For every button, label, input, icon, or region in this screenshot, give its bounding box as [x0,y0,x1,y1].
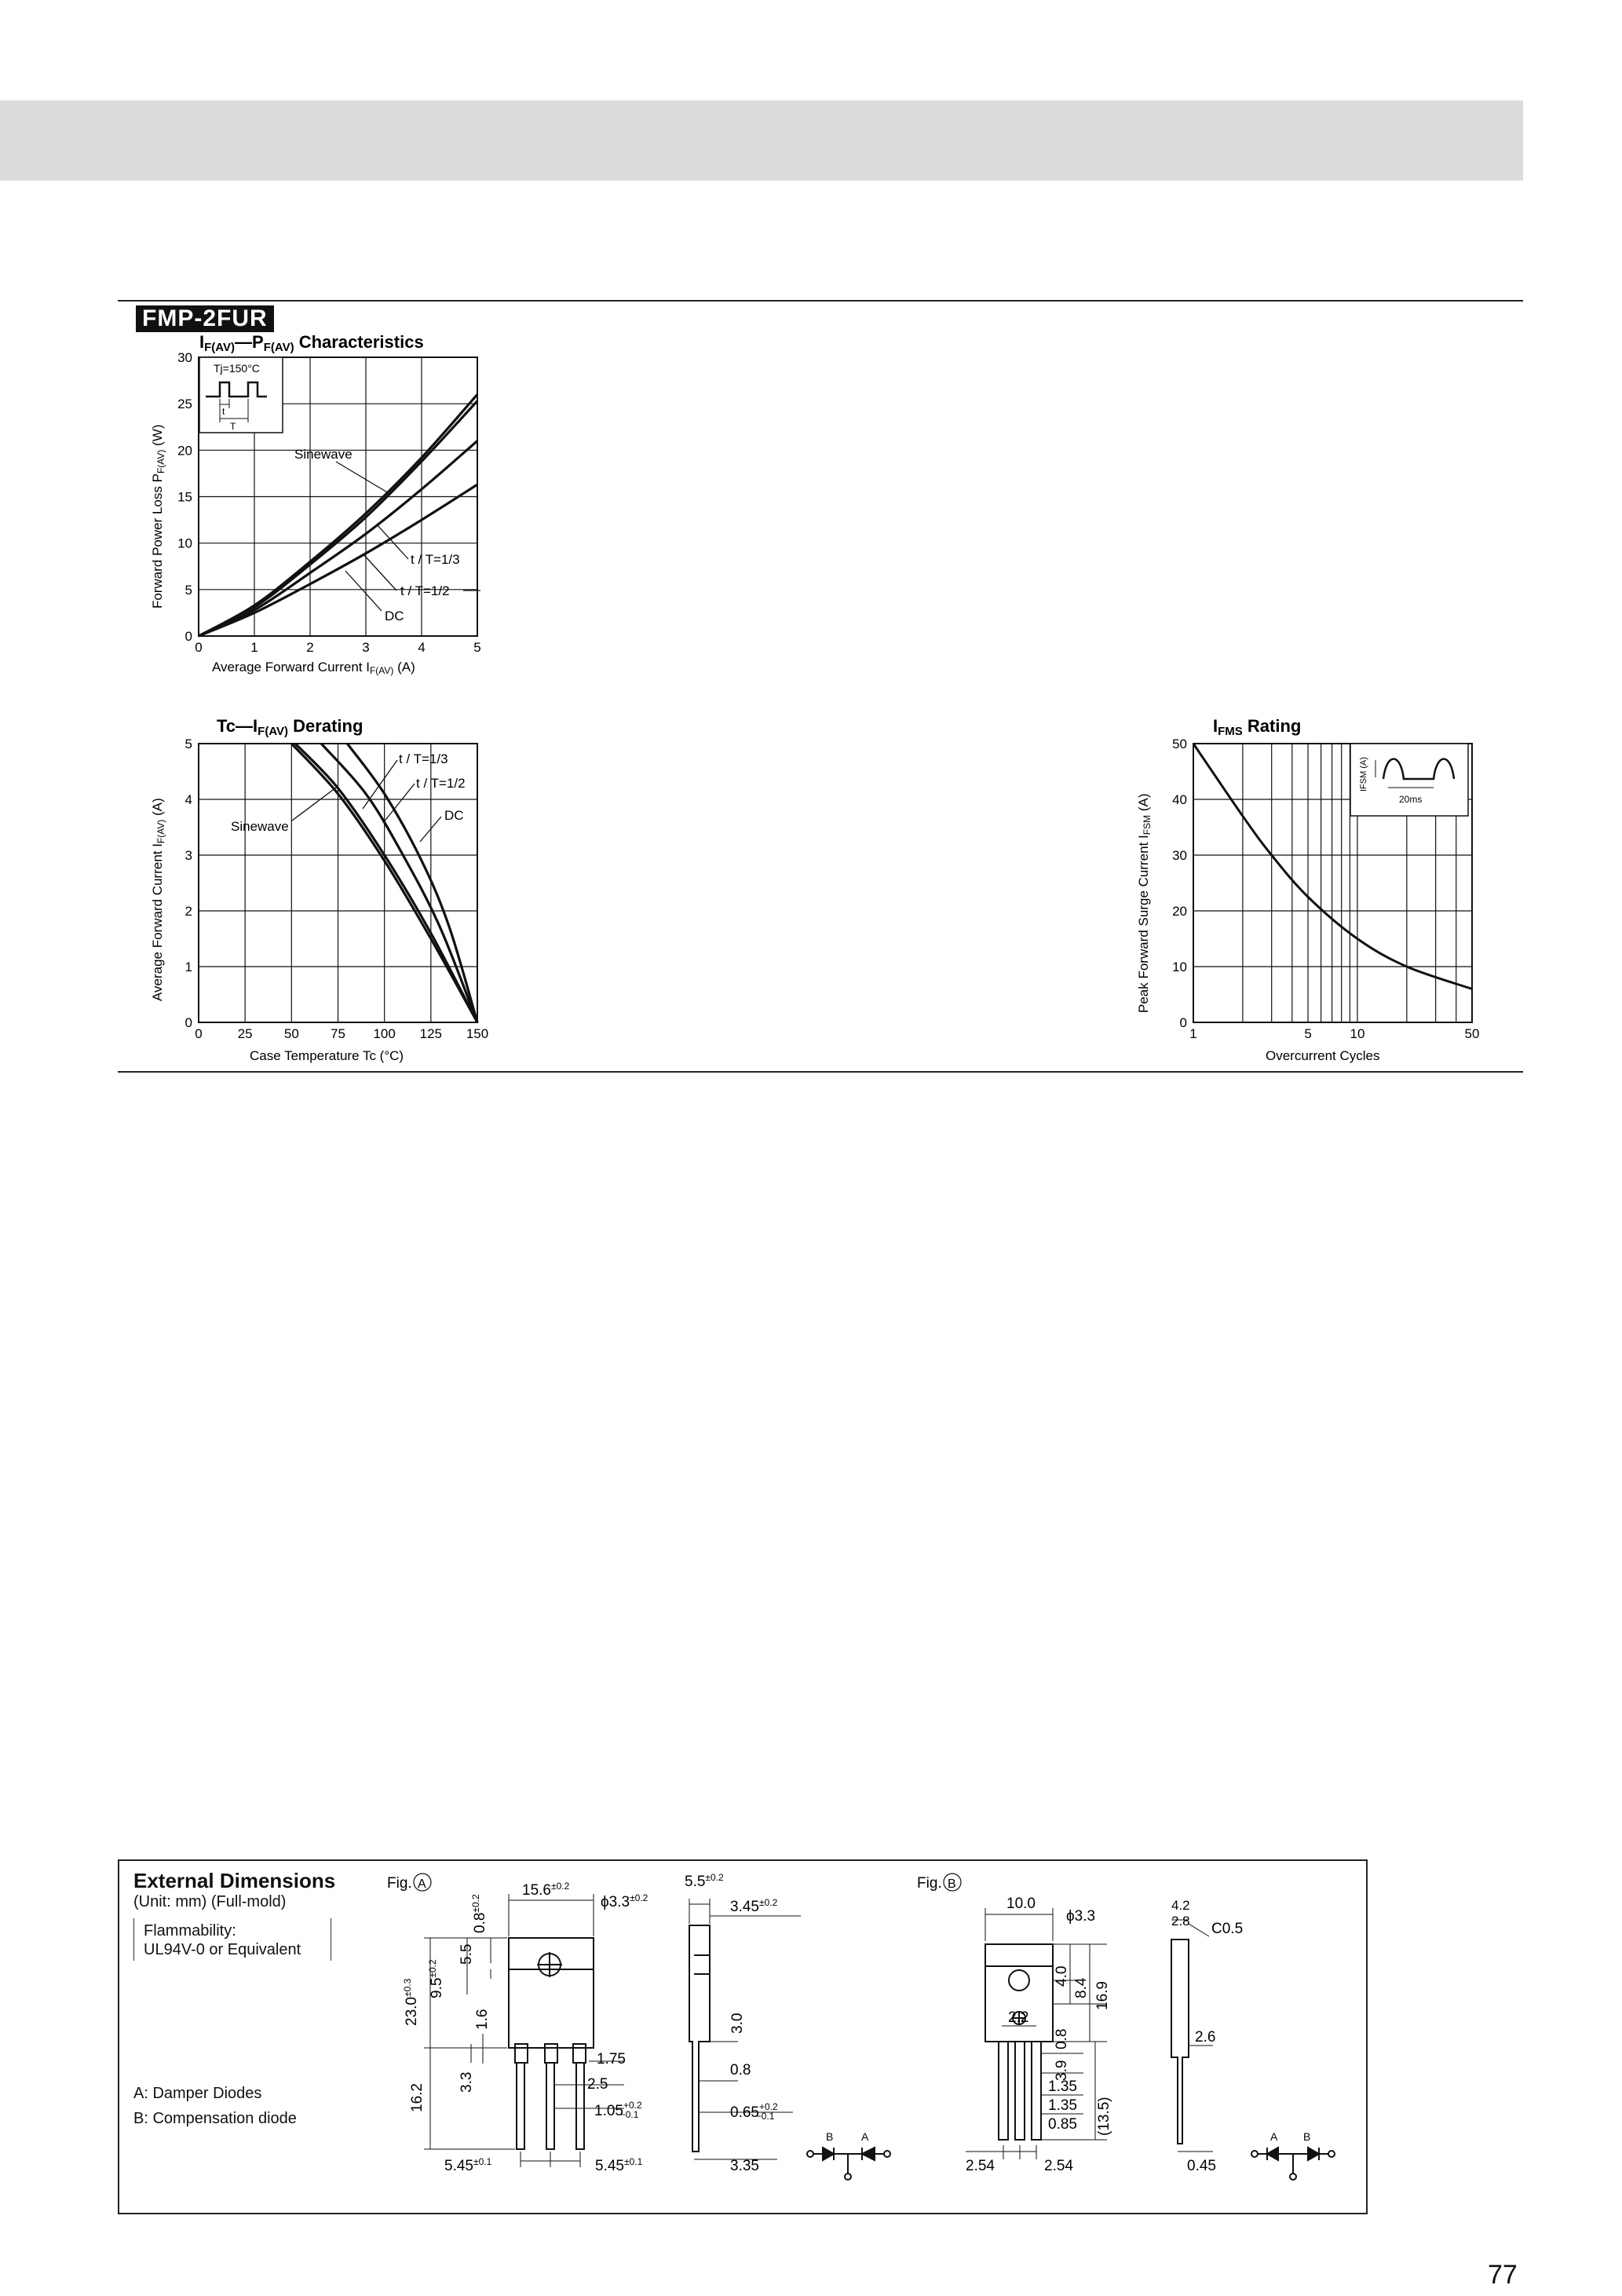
power-xlabel: Average Forward Current IF(AV) (A) [212,660,415,676]
legend-compensation: B: Compensation diode [133,2110,297,2127]
x-tick-label: 10 [1350,1026,1365,1041]
flammability-value: UL94V-0 or Equivalent [144,1941,301,1958]
dim-b-135a: 1.35 [1048,2078,1077,2095]
dim-a-side-335: 3.35 [730,2158,759,2174]
dim-b-40: 4.0 [1054,1965,1070,1987]
dim-a-pitch-2: $5.45^{\pm 0.1}$ [595,2156,643,2174]
dim-b-side-42: 4.2 [1171,1898,1190,1913]
dim-a-175: 1.75 [597,2051,626,2067]
header-band [0,101,1523,181]
dim-a-pitch-1: $5.45^{\pm 0.1}$ [444,2156,492,2174]
dim-a-33: 3.3 [458,2071,475,2093]
dim-a-162: 16.2 [409,2083,426,2112]
derating-ylabel: Average Forward Current IF(AV) (A) [150,798,166,1001]
ifsm-chart [1123,707,1500,1068]
x-tick-label: 75 [331,1026,345,1041]
dim-b-side-045: 0.45 [1187,2158,1216,2174]
page-number: 77 [1488,2260,1518,2290]
dim-a-55: 5.5 [458,1943,475,1965]
y-tick-label: 0 [1179,1015,1187,1030]
dim-a-side-width: $5.5^{\pm 0.2}$ [685,1872,724,1890]
fig-b-label: Fig. [917,1875,942,1892]
power-label-t12: t / T=1/2 [400,583,450,598]
dim-b-width: 10.0 [1006,1896,1036,1912]
dim-a-16: 1.6 [474,2009,491,2030]
ifsm-xlabel: Overcurrent Cycles [1266,1048,1380,1063]
power-chart-title: IF(AV)—PF(AV) Characteristics [199,332,424,354]
dim-a-side-065: $0.65^{+0.2} -0.1$ [730,2101,778,2122]
x-tick-label: 1 [250,640,258,655]
dim-b-39: 3.9 [1054,2060,1070,2081]
fig-b-diode-symbol [1251,2148,1335,2180]
y-tick-label: 3 [184,848,192,863]
x-tick-label: 5 [1304,1026,1312,1041]
dim-b-pitch-1: 2.54 [966,2158,995,2174]
x-tick-label: 3 [362,640,370,655]
series-line-sinewave [199,401,477,636]
dim-b-84: 8.4 [1073,1977,1090,1998]
section-divider-bottom [118,1071,1523,1073]
x-tick-label: 150 [466,1026,489,1041]
y-tick-label: 5 [184,582,192,598]
fig-b-drawing [903,1863,1366,2208]
x-tick-label: 50 [283,1026,299,1041]
dim-b-08: 0.8 [1054,2028,1070,2049]
derating-chart [141,707,502,1068]
ifsm-ylabel: Peak Forward Surge Current IFSM (A) [1136,793,1153,1013]
fig-b-hole [1009,1970,1029,1991]
dim-a-side-30: 3.0 [729,2013,746,2034]
derating-label-dc: DC [444,808,464,823]
legend-damper: A: Damper Diodes [133,2085,262,2102]
flammability-label: Flammability: [144,1922,236,1940]
fig-a-drawing [369,1863,869,2208]
fig-a-label: Fig. [387,1875,412,1892]
y-tick-label: 20 [1172,904,1187,919]
power-loss-chart [141,330,502,691]
power-label-t13: t / T=1/3 [411,552,460,567]
y-tick-label: 25 [177,397,192,412]
derating-label-t12: t / T=1/2 [416,776,466,791]
dim-b-135p: (13.5) [1096,2097,1112,2136]
fig-a-side-view [689,1925,710,2152]
y-tick-label: 20 [177,443,192,459]
ifsm-chart-title: IFMS Rating [1213,716,1302,738]
section-divider-top [118,300,1523,302]
ifsm-inset-time: 20ms [1399,794,1423,805]
y-tick-label: 0 [184,629,192,644]
dim-b-side-28: 2.8 [1171,1914,1190,1929]
ifsm-inset-label: IFSM (A) [1359,757,1368,792]
dim-b-hole: ϕ3.3 [1066,1908,1096,1925]
y-tick-label: 30 [1172,848,1187,863]
fig-b-diode-a: A [1270,2130,1278,2143]
fig-a-lead-2 [546,2063,554,2149]
power-inset-t: t [222,406,225,417]
y-tick-label: 4 [184,792,192,807]
dim-b-169: 16.9 [1094,1981,1111,2010]
power-ylabel: Forward Power Loss PF(AV) (W) [150,424,166,609]
fig-b-mark: B [948,1877,956,1891]
ext-dim-title: External Dimensions [133,1869,336,1892]
fig-a-mark: A [418,1877,426,1891]
derating-label-t13: t / T=1/3 [399,751,448,766]
x-tick-label: 2 [306,640,314,655]
power-inset-tj: Tj=150°C [214,362,260,375]
y-tick-label: 10 [1172,960,1187,974]
y-tick-label: 10 [177,536,192,551]
ext-dim-unit: (Unit: mm) (Full-mold) [133,1893,287,1910]
y-tick-label: 40 [1172,792,1187,807]
power-inset-T: T [230,421,236,432]
dim-b-22: 2.2 [1008,2009,1029,2026]
y-tick-label: 15 [177,489,192,505]
x-tick-label: 25 [237,1026,253,1041]
dim-a-side-08: 0.8 [730,2062,751,2078]
dim-a-hole: $\phi 3.3^{\pm 0.2}$ [601,1892,648,1910]
y-tick-label: 1 [184,960,192,974]
derating-chart-title: Tc—IF(AV) Derating [217,716,363,738]
dim-b-135b: 1.35 [1048,2097,1077,2114]
dim-a-95: $9.5^{\pm 0.2}$ [427,1959,445,1998]
dim-b-085: 0.85 [1048,2116,1077,2133]
x-tick-label: 0 [195,1026,203,1041]
x-tick-label: 50 [1464,1026,1480,1041]
dim-a-side-345: $3.45^{\pm 0.2}$ [730,1897,778,1915]
x-tick-label: 125 [419,1026,443,1041]
derating-xlabel: Case Temperature Tc (°C) [250,1048,404,1063]
y-tick-label: 0 [184,1015,192,1030]
x-tick-label: 100 [373,1026,396,1041]
fig-a-lead-1 [517,2063,524,2149]
y-tick-label: 30 [177,350,192,365]
fig-a-diode-a: A [861,2130,869,2143]
fig-b-body [985,1944,1053,2042]
dim-a-08: $0.8^{\pm 0.2}$ [470,1894,488,1933]
y-tick-label: 5 [184,737,192,751]
x-tick-label: 5 [473,640,481,655]
dim-a-230: $23.0^{\pm 0.3}$ [402,1978,420,2026]
y-tick-label: 50 [1172,737,1187,751]
dim-a-width: $15.6^{\pm 0.2}$ [522,1881,570,1899]
dim-b-side-26: 2.6 [1195,2029,1216,2046]
x-tick-label: 1 [1189,1026,1197,1041]
fig-b-diode-b: B [1303,2130,1311,2143]
x-tick-label: 4 [418,640,426,655]
model-label: FMP-2FUR [136,305,274,332]
y-tick-label: 2 [184,904,192,919]
fig-b-side-view [1171,1940,1189,2144]
dim-a-105: $1.05^{+0.2} -0.1$ [594,2100,642,2120]
dim-b-side-c05: C0.5 [1211,1921,1244,1937]
fig-a-diode-b: B [826,2130,834,2143]
power-label-sinewave: Sinewave [294,447,353,462]
derating-label-sinewave: Sinewave [231,819,289,834]
power-label-dc: DC [385,609,404,623]
x-tick-label: 0 [195,640,203,655]
fig-a-lead-3 [576,2063,584,2149]
dim-b-pitch-2: 2.54 [1044,2158,1073,2174]
dim-a-25: 2.5 [587,2076,608,2093]
